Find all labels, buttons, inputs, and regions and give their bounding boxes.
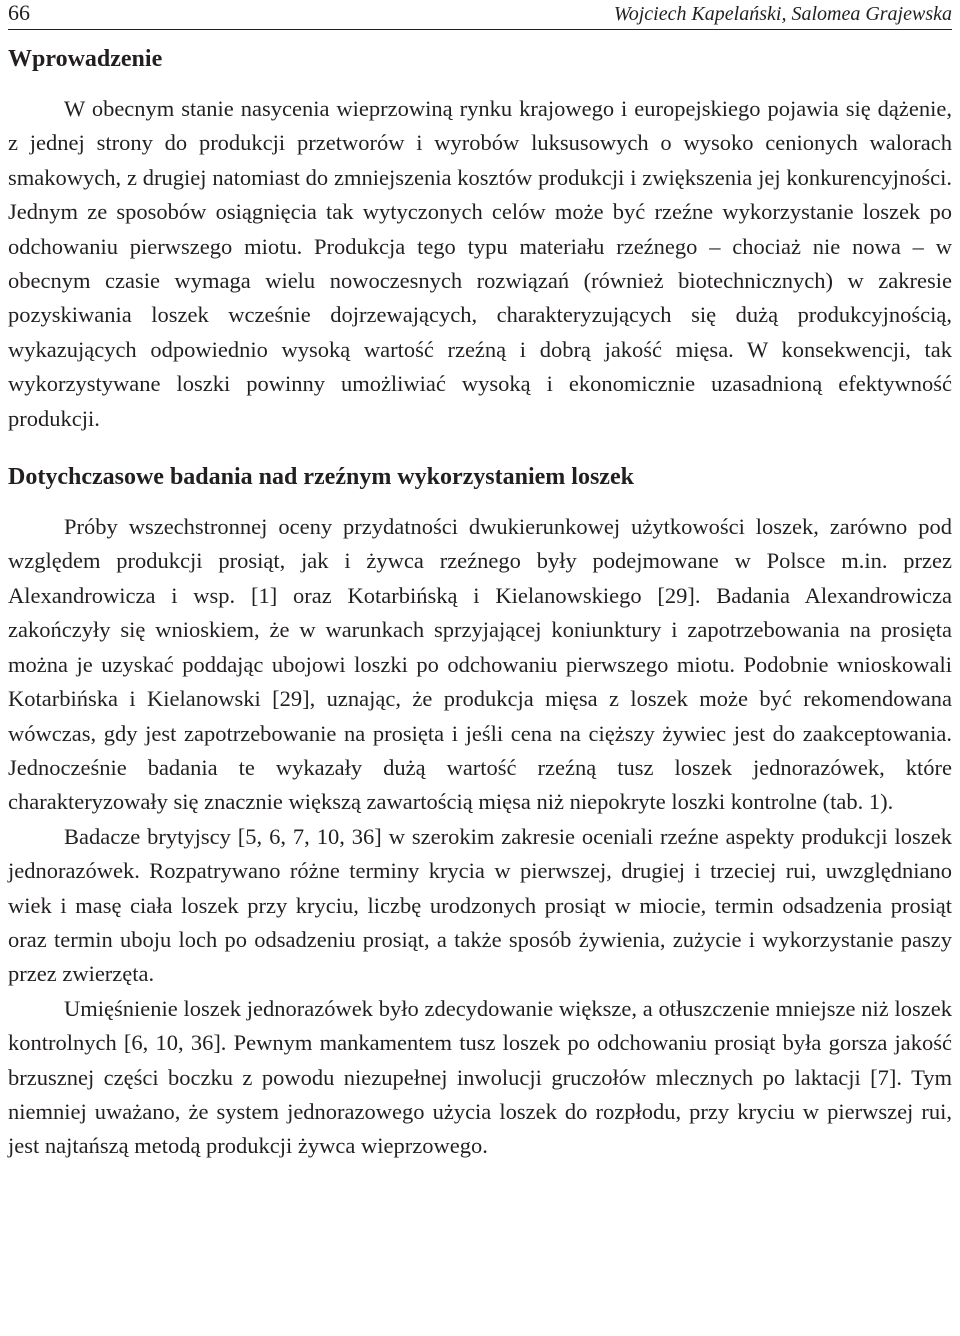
paragraph: W obecnym stanie nasycenia wieprzowiną rynku krajowego i europejskiego pojawia się dążenie, z jednej strony do produkcji przetworów i wyrobów luksusowych o wysoko cenionych walorach smakowych, z drugiej natomiast do zmniejszenia kosztów produkcji i zwiększenia jej konkurencyjności. Jednym ze sposobów osiągnięcia tak wytyczonych celów może być rzeźne wykorzystanie loszek po odchowaniu pierwszego miotu. Produkcja tego typu materiału rzeźnego – chociaż nie nowa – w obecnym czasie wymaga wielu nowoczesnych rozwiązań (również biotechnicznych) w zakresie pozyskiwania loszek wcześnie dojrzewających, charakteryzujących się dużą produkcyjnością, wykazujących odpowiednio wysoką wartość rzeźną i dobrą jakość mięsa. W konsekwencji, tak wykorzystywane loszki powinny umożliwiać wysoką i ekonomicznie uzasadnioną efektywność produkcji. <box>8 96 952 431</box>
section-heading-introduction: Wprowadzenie <box>8 46 163 72</box>
page-body <box>8 42 952 1164</box>
paragraph: Próby wszechstronnej oceny przydatności dwukierunkowej użytkowości loszek, zarówno pod względem produkcji prosiąt, jak i żywca rzeźnego były podejmowane w Polsce m.in. przez Alexandrowicza i wsp. [1] oraz Kotarbińską i Kielanowskiego [29]. Badania Alexandrowicza zakończyły się wnioskiem, że w warunkach sprzyjającej koniunktury i zapotrzebowania na prosięta można je uzyskać poddając ubojowi loszki po odchowaniu pierwszego miotu. Podobnie wnioskowali Kotarbińska i Kielanowski [29], uznając, że produkcja mięsa z loszek może być rekomendowana wówczas, gdy jest zapotrzebowanie na prosięta i jeśli cena na cięższy żywiec jest do zaakceptowania. Jednocześnie badania te wykazały dużą wartość rzeźną tusz loszek jednorazówek, które charakteryzowały się znacznie większą zawartością mięsa niż niepokryte loszki kontrolne (tab. 1). <box>8 514 952 815</box>
running-head-authors: Wojciech Kapelański, Salomea Grajewska <box>613 3 952 25</box>
paragraph: Badacze brytyjscy [5, 6, 7, 10, 36] w szerokim zakresie oceniali rzeźne aspekty produkcji loszek jednorazówek. Rozpatrywano różne terminy krycia w pierwszej, drugiej i trzeciej rui, uwzględniano wiek i masę ciała loszek przy kryciu, liczbę urodzonych prosiąt w miocie, termin odsadzenia prosiąt oraz termin uboju loch po odsadzeniu prosiąt, a także sposób żywienia, zużycie i wykorzystanie paszy przez zwierzęta. <box>8 823 952 987</box>
page-header <box>8 0 952 30</box>
page-number: 66 <box>8 0 30 25</box>
paragraph: Umięśnienie loszek jednorazówek było zdecydowanie większe, a otłuszczenie mniejsze niż loszek kontrolnych [6, 10, 36]. Pewnym mankamentem tusz loszek po odchowaniu prosiąt była gorsza jakość brzusznej części boczku z powodu niezupełnej inwolucji gruczołów mlecznych po laktacji [7]. Tym niemniej uważano, że system jednorazowego użycia loszek do rozpłodu, przy kryciu w pierwszej rui, jest najtańszą metodą produkcji żywca wieprzowego. <box>8 995 952 1159</box>
section-heading-prior-research: Dotychczasowe badania nad rzeźnym wykorzystaniem loszek <box>8 464 634 491</box>
